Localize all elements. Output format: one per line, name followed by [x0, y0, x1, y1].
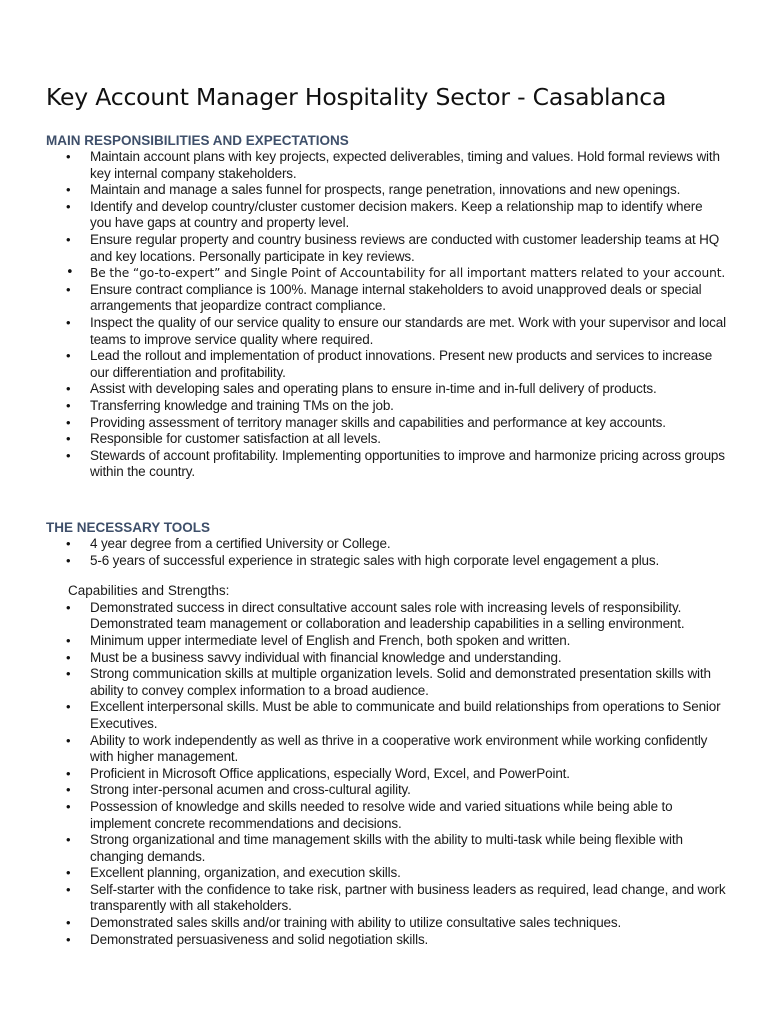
list-item: • Demonstrated success in direct consultative account sales role with increasing levels of responsibility. Demonstrated team management or collaboration and leadership capabilities in a selling environment. — [46, 600, 726, 633]
list-item: • Demonstrated persuasiveness and solid negotiation skills. — [46, 932, 726, 949]
list-item: • Excellent interpersonal skills. Must be able to communicate and build relationships from operations to Senior Executives. — [46, 699, 726, 732]
document-title: Key Account Manager Hospitality Sector - Casablanca — [46, 83, 667, 111]
list-item: • Strong inter-personal acumen and cross-cultural agility. — [46, 782, 726, 799]
list-item: • Ensure regular property and country business reviews are conducted with customer leadership teams at HQ and key locations. Personally participate in key reviews. — [46, 232, 726, 265]
list-item: • Maintain account plans with key projects, expected deliverables, timing and values. Hold formal reviews with key internal company stakeholders. — [46, 149, 726, 182]
tools-list — [46, 536, 726, 569]
list-item: • Providing assessment of territory manager skills and capabilities and performance at key accounts. — [46, 415, 726, 432]
responsibilities-section — [46, 133, 726, 481]
list-item: • Assist with developing sales and operating plans to ensure in-time and in-full delivery of products. — [46, 381, 726, 398]
list-item: • Be the “go-to-expert” and Single Point of Accountability for all important matters related to your account. — [46, 265, 726, 282]
list-item: • Maintain and manage a sales funnel for prospects, range penetration, innovations and new openings. — [46, 182, 726, 199]
list-item: • Stewards of account profitability. Implementing opportunities to improve and harmonize pricing across groups within the country. — [46, 448, 726, 481]
list-item: • Responsible for customer satisfaction at all levels. — [46, 431, 726, 448]
list-item: • Lead the rollout and implementation of product innovations. Present new products and services to increase our differentiation and profitability. — [46, 348, 726, 381]
list-item: • Possession of knowledge and skills needed to resolve wide and varied situations while being able to implement concrete recommendations and decisions. — [46, 799, 726, 832]
tools-section — [46, 520, 726, 948]
list-item: • Excellent planning, organization, and execution skills. — [46, 865, 726, 882]
list-item: • Self-starter with the confidence to take risk, partner with business leaders as required, lead change, and work transparently with all stakeholders. — [46, 882, 726, 915]
list-item: • 5-6 years of successful experience in strategic sales with high corporate level engagement a plus. — [46, 553, 726, 570]
capabilities-heading: Capabilities and Strengths: — [68, 583, 230, 599]
list-item: • Ensure contract compliance is 100%. Manage internal stakeholders to avoid unapproved deals or special arrangements that jeopardize contract compliance. — [46, 282, 726, 315]
list-item: • Strong communication skills at multiple organization levels. Solid and demonstrated presentation skills with ability to convey complex information to a broad audience. — [46, 666, 726, 699]
list-item: • Must be a business savvy individual with financial knowledge and understanding. — [46, 650, 726, 667]
list-item: • Minimum upper intermediate level of English and French, both spoken and written. — [46, 633, 726, 650]
capabilities-list — [46, 600, 726, 948]
list-item: • Inspect the quality of our service quality to ensure our standards are met. Work with your supervisor and local teams to improve service quality where required. — [46, 315, 726, 348]
tools-heading: THE NECESSARY TOOLS — [46, 520, 211, 535]
list-item: • Proficient in Microsoft Office applications, especially Word, Excel, and PowerPoint. — [46, 766, 726, 783]
list-item: • 4 year degree from a certified University or College. — [46, 536, 726, 553]
responsibilities-heading: MAIN RESPONSIBILITIES AND EXPECTATIONS — [46, 133, 349, 148]
list-item: • Strong organizational and time management skills with the ability to multi-task while being flexible with changing demands. — [46, 832, 726, 865]
list-item: • Identify and develop country/cluster customer decision makers. Keep a relationship map to identify where you have gaps at country and property level. — [46, 199, 726, 232]
list-item: • Ability to work independently as well as thrive in a cooperative work environment while working confidently with higher management. — [46, 733, 726, 766]
list-item: • Demonstrated sales skills and/or training with ability to utilize consultative sales techniques. — [46, 915, 726, 932]
responsibilities-list — [46, 149, 726, 481]
list-item: • Transferring knowledge and training TMs on the job. — [46, 398, 726, 415]
